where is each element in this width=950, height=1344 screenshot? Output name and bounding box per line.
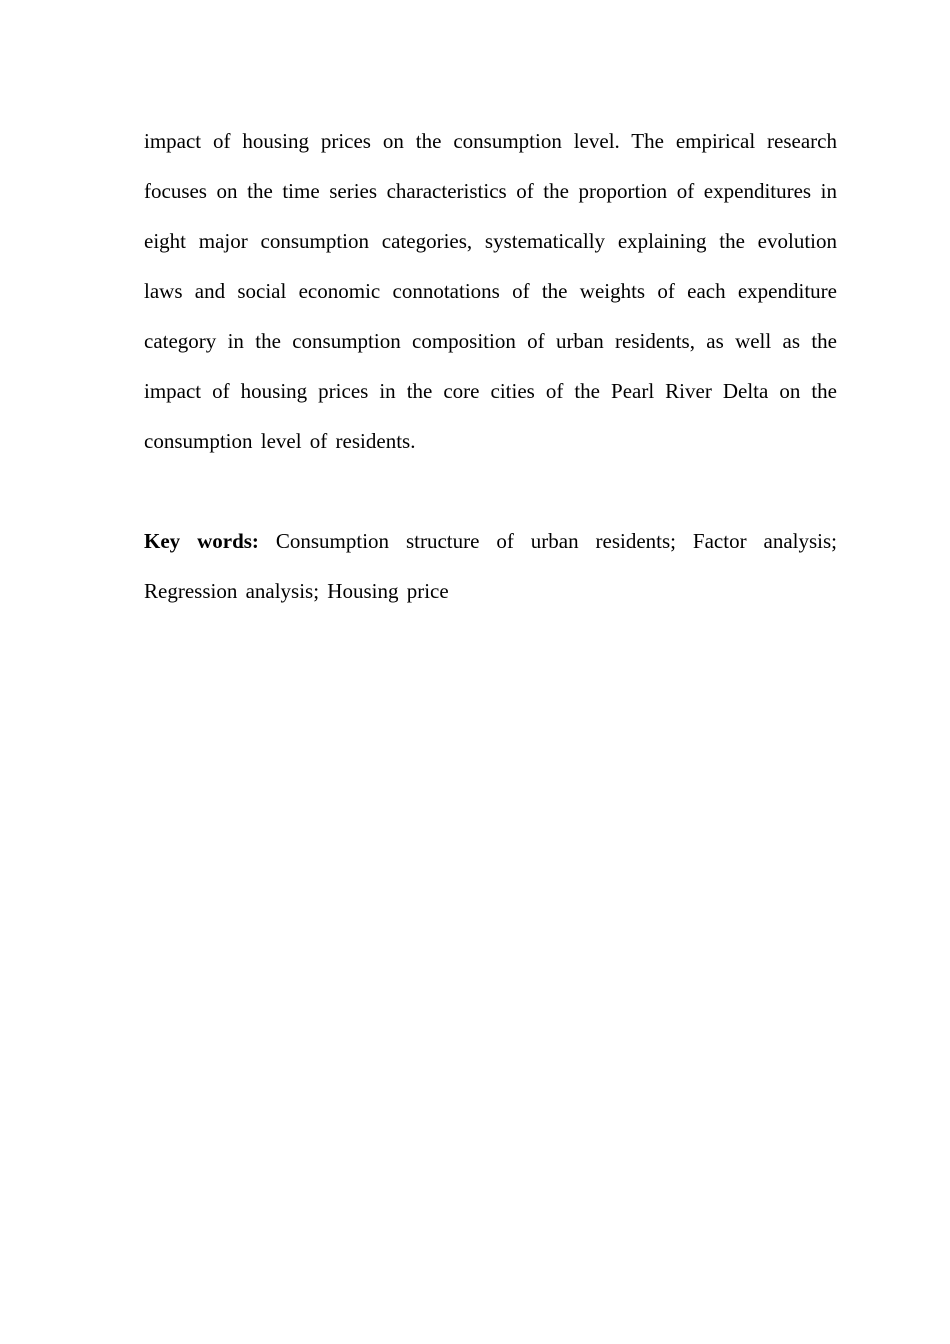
abstract-paragraph: impact of housing prices on the consumption level. The empirical research focuses on the time series characteristics of the proportion of expenditures in eight major consumption categories, systematically explaining the evolution laws and social economic connotations of the weights of each expenditure category in the consumption composition of urban residents, as well as the impact of housing prices in the core cities of the Pearl River Delta on the consumption level of residents. [144, 129, 837, 453]
paragraph-spacer [144, 466, 837, 516]
keywords-text: Consumption structure of urban residents; Factor analysis; Regression analysis; Housing price [144, 529, 837, 603]
page-content [144, 116, 837, 616]
keywords-label: Key words: [144, 529, 259, 553]
keywords-paragraph [144, 516, 837, 616]
